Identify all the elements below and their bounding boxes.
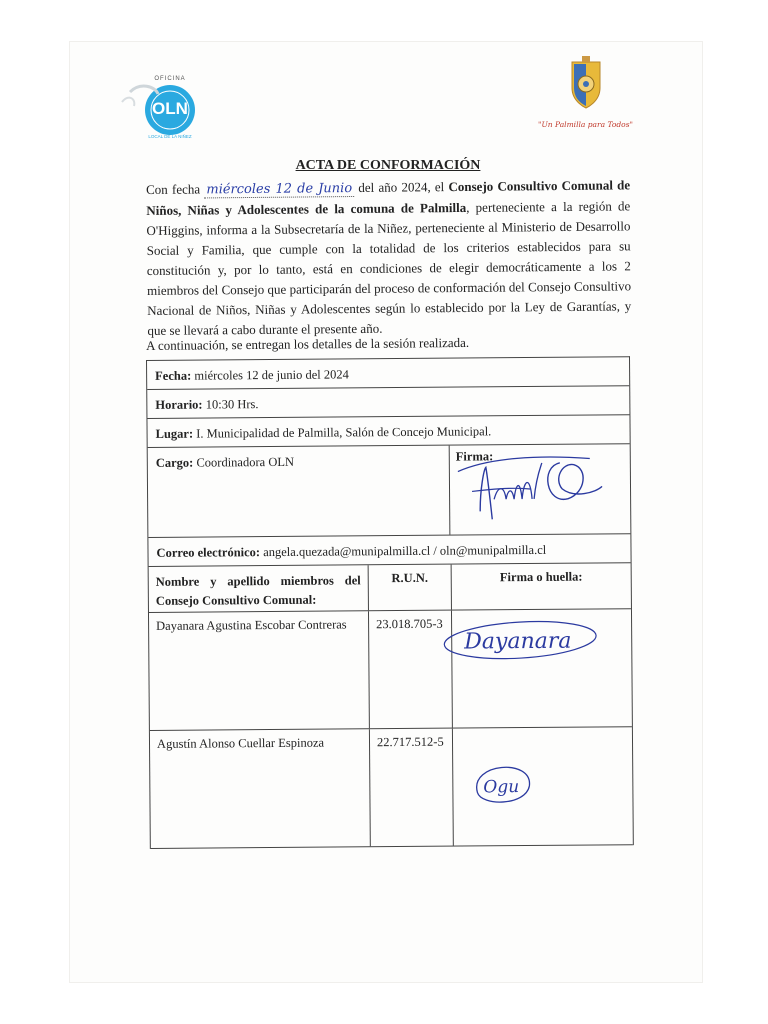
palmilla-logo	[528, 56, 643, 136]
name-header-line1: Nombre y apellido miembros del	[155, 573, 361, 589]
horario-value: 10:30 Hrs.	[205, 397, 259, 412]
members-header-row	[149, 563, 631, 613]
member-signature-icon	[438, 609, 608, 670]
handwritten-date: miércoles 12 de Junio	[204, 181, 354, 198]
fecha-row	[147, 357, 629, 390]
oln-logo	[100, 72, 200, 142]
correo-row	[148, 534, 630, 567]
member-run: 22.717.512-5	[370, 729, 454, 847]
cargo-label: Cargo:	[155, 455, 194, 470]
fecha-label: Fecha:	[155, 368, 192, 383]
member-signature-text: Ogu	[483, 777, 520, 798]
member-signature-icon	[463, 752, 553, 813]
member-name: Agustín Alonso Cuellar Espinoza	[150, 729, 371, 848]
correo-label: Correo electrónico:	[156, 545, 261, 560]
name-header-line2: Consejo Consultivo Comunal:	[155, 592, 317, 608]
oln-logo-text: OLN	[152, 99, 188, 118]
member-signature-text: Dayanara	[464, 628, 572, 655]
correo-value: angela.quezada@munipalmilla.cl / oln@munipalmilla.cl	[263, 542, 547, 560]
intro-text-2: del año 2024, el	[358, 179, 445, 195]
firma-label: Firma:	[455, 449, 494, 464]
member-signature-cell	[452, 609, 632, 727]
fecha-value: miércoles 12 de junio del 2024	[194, 367, 349, 383]
name-column-header	[149, 565, 369, 612]
member-name: Dayanara Agustina Escobar Contreras	[149, 611, 370, 730]
coordinator-signature-icon	[450, 448, 621, 529]
member-run: 23.018.705-3	[369, 611, 453, 729]
palmilla-shield-icon	[528, 56, 643, 120]
intro-text-3: , perteneciente a la región de O'Higgins, informa a la Subsecretaría de la Niñez, perteneciente al Ministerio de Desarrollo Social y Familia, que cumple con la totalidad de los criterios establecidos para su constitución y, por lo tanto, está en condiciones de elegir democráticamente a los 2 miembros del Consejo que participarán del proceso de conformación del Consejo Consultivo Nacional de Niños, Niñas y Adolescentes según lo establecido por la Ley de Garantías, y que se llevará a cabo durante el presente año.	[146, 198, 632, 338]
horario-row	[147, 386, 629, 419]
run-column-header: R.U.N.	[369, 565, 452, 611]
cargo-value: Coordinadora OLN	[196, 454, 295, 470]
oln-logo-bottom-text: LOCAL DE LA NIÑEZ	[148, 134, 192, 139]
palmilla-slogan: "Un Palmilla para Todos"	[538, 120, 633, 129]
table-row	[150, 727, 633, 849]
cargo-row	[148, 444, 631, 538]
sub-intro-text: A continuación, se entregan los detalles de la sesión realizada.	[146, 334, 470, 353]
lugar-row	[147, 415, 629, 448]
lugar-label: Lugar:	[155, 426, 194, 441]
intro-paragraph	[146, 175, 632, 341]
firma-cell	[450, 444, 631, 534]
member-signature-cell	[453, 727, 633, 845]
lugar-value: I. Municipalidad de Palmilla, Salón de Concejo Municipal.	[196, 424, 492, 441]
table-row	[149, 609, 632, 731]
document-title: ACTA DE CONFORMACIÓN	[295, 158, 481, 173]
signature-column-header: Firma o huella:	[499, 569, 583, 585]
horario-label: Horario:	[155, 397, 203, 412]
oln-logo-top-text: OFICINA	[154, 76, 186, 82]
cargo-cell	[148, 446, 451, 537]
session-table	[146, 356, 634, 849]
intro-text-1: Con fecha	[146, 181, 201, 197]
intro-bold-council: Consejo Consultivo Comunal de Niños, Niñas y Adolescentes de la comuna de Palmilla	[146, 177, 631, 218]
